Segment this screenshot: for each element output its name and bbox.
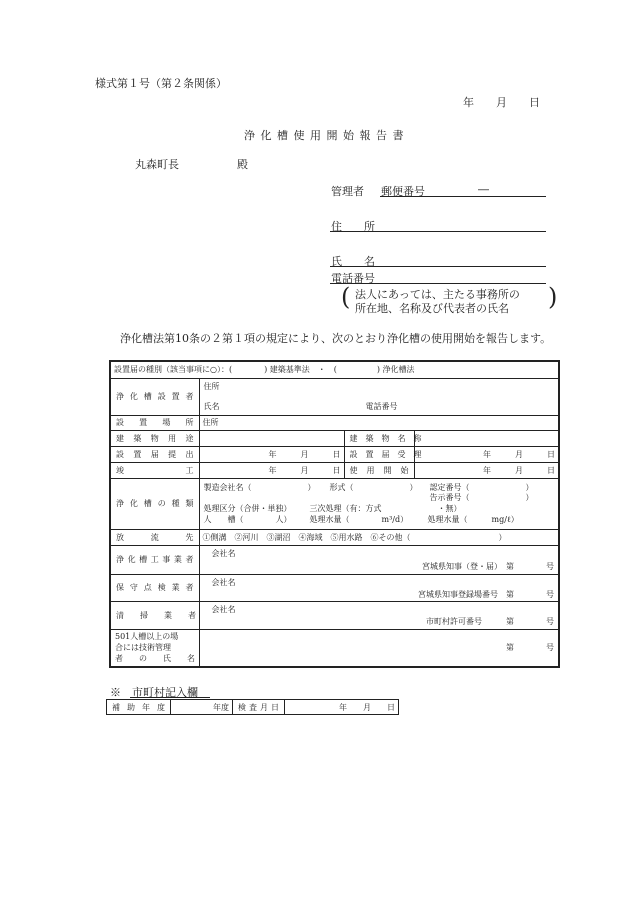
subsidy-year-label: 補 助 年 度 — [107, 700, 171, 715]
corp-note-line1: 法人にあっては、主たる事務所の — [355, 288, 520, 301]
row-notification-type: 設置届の種別（該当事項に○）：( ) 建築基準法 ・ ( ) 浄化槽法 — [110, 361, 559, 378]
water-quality: 処理水量（ mg/ℓ） — [427, 514, 519, 524]
capacity: 人 槽（ 人） — [203, 514, 292, 524]
installer-label: 浄 化 槽 設 置 者 — [110, 378, 199, 415]
contractor-reg: 宮城県知事（登・届） 第 号 — [422, 561, 554, 571]
building-use-label: 建 築 物 用 途 — [110, 430, 199, 446]
acceptance-label: 設 置 届 受 理 — [344, 446, 414, 462]
addressee: 丸森町長 — [135, 158, 179, 171]
postal-label: 郵便番号 — [381, 185, 425, 198]
honorific: 殿 — [237, 158, 248, 171]
inspection-date-label: 検 査 月 日 — [233, 700, 285, 715]
notice-no: 告示番号（ ） — [429, 492, 534, 502]
completion-label: 竣 工 — [110, 462, 199, 478]
municipal-heading: ※ 市町村記入欄 — [110, 686, 198, 699]
page-title: 浄 化 槽 使 用 開 始 報 告 書 — [244, 129, 405, 142]
municipal-table — [106, 699, 399, 715]
tech-manager-label-3: 者 の 氏 名 — [115, 654, 195, 664]
phone-underline — [330, 283, 546, 284]
inspector-label: 保 守 点 検 業 者 — [110, 574, 199, 601]
open-bracket: ( — [341, 283, 351, 311]
municipal-heading-underline — [130, 697, 210, 698]
tech-manager-no: 第 号 — [199, 629, 559, 667]
inspector-cell — [199, 574, 559, 601]
tech-manager-label-2: 合には技術管理 — [115, 643, 171, 653]
contractor-label: 浄 化 槽 工 事 業 者 — [110, 545, 199, 574]
water-volume: 処理水量（ m³/d） — [309, 514, 409, 524]
postal-underline — [380, 196, 546, 197]
installer-cell — [199, 378, 559, 415]
cleaner-company: 会社名 — [211, 604, 236, 614]
installer-address: 住所 — [203, 381, 220, 391]
address-label: 住 所 — [331, 220, 375, 233]
site-address: 住所 — [199, 415, 559, 430]
contractor-company: 会社名 — [211, 548, 236, 558]
maker: 製造会社名（ ） — [203, 482, 316, 492]
phone-label: 電話番号 — [331, 272, 375, 285]
building-use-value — [199, 430, 344, 446]
statement-text: 浄化槽法第10条の２第１項の規定により、次のとおり浄化槽の使用開始を報告します。 — [120, 332, 552, 345]
contractor-cell — [199, 545, 559, 574]
tech-manager-label — [110, 629, 199, 667]
date-line: 年 月 日 — [463, 96, 540, 109]
cleaner-label: 清 掃 業 者 — [110, 601, 199, 629]
corp-note-line2: 所在地、名称及び代表者の氏名 — [355, 302, 509, 315]
acceptance-date: 年 月 日 — [414, 446, 559, 462]
cert-no: 認定番号（ ） — [429, 482, 534, 492]
form-number: 様式第１号（第２条関係） — [95, 77, 227, 90]
name-underline — [330, 266, 546, 267]
cleaner-reg: 市町村許可番号 第 号 — [426, 616, 554, 626]
building-name-value — [414, 430, 559, 446]
subsidy-year-value: 年度 — [171, 700, 233, 715]
tank-type-cell — [199, 478, 559, 529]
installer-phone: 電話番号 — [365, 401, 398, 411]
discharge-options: ①側溝 ②河川 ③湖沼 ④海域 ⑤用水路 ⑥その他（ ） — [199, 529, 559, 545]
submission-date: 年 月 日 — [199, 446, 344, 462]
inspector-company: 会社名 — [211, 577, 236, 587]
close-bracket: ) — [548, 283, 558, 311]
report-table — [109, 360, 560, 668]
postal-dash: ― — [478, 183, 489, 196]
usage-start-label: 使 用 開 始 — [344, 462, 414, 478]
site-label: 設 置 場 所 — [110, 415, 199, 430]
address-underline — [330, 231, 546, 232]
inspection-date-value: 年 月 日 — [285, 700, 399, 715]
tertiary: 三次処理（有：方式 ・無） — [309, 503, 462, 513]
manager-role: 管理者 — [331, 185, 364, 198]
submission-label: 設 置 届 提 出 — [110, 446, 199, 462]
name-label: 氏 名 — [331, 255, 375, 268]
completion-date: 年 月 日 — [199, 462, 344, 478]
discharge-label: 放 流 先 — [110, 529, 199, 545]
treatment-class: 処理区分（合併・単独） — [203, 503, 292, 513]
usage-start-date: 年 月 日 — [414, 462, 559, 478]
installer-name: 氏名 — [203, 401, 220, 411]
building-name-label: 建 築 物 名 称 — [344, 430, 414, 446]
cleaner-cell — [199, 601, 559, 629]
inspector-reg: 宮城県知事登録場番号 第 号 — [418, 589, 554, 599]
model: 形式（ ） — [329, 482, 418, 492]
tank-type-label: 浄 化 槽 の 種 類 — [110, 478, 199, 529]
tech-manager-label-1: 501人槽以上の場 — [115, 632, 179, 642]
